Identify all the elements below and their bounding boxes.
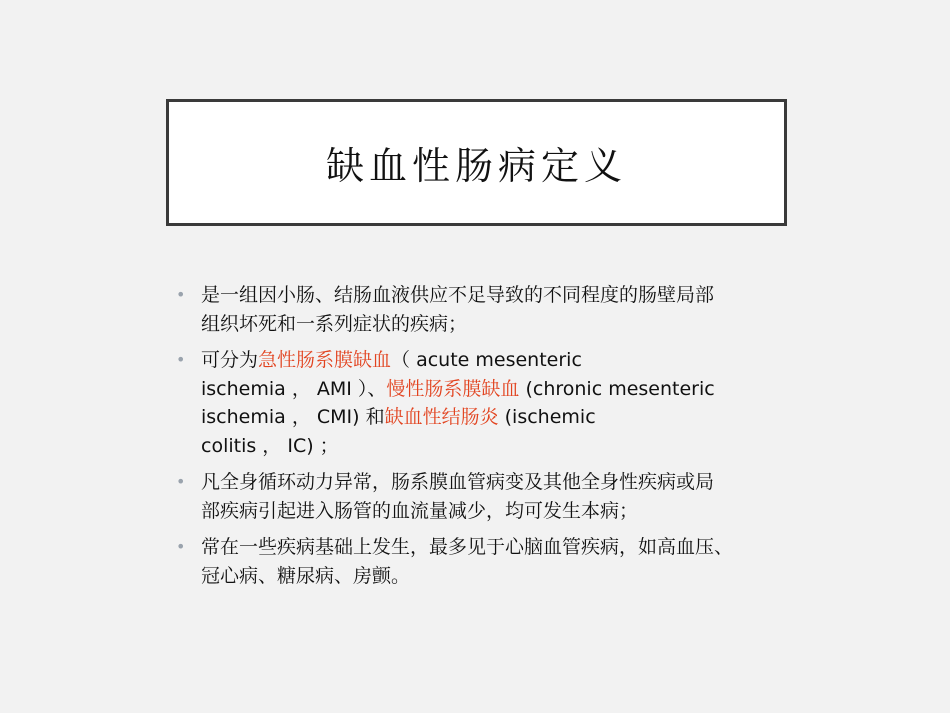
bullet-text-line xyxy=(201,346,792,375)
term-chronic-mesenteric-ischemia: 慢性肠系膜缺血 xyxy=(386,377,520,400)
classification-prefix: 可分为 xyxy=(201,349,259,371)
cmi-english-part2: ischemia ， CMI) 和 xyxy=(201,406,385,428)
bullet-associated-diseases xyxy=(172,533,792,590)
bullet-text-line xyxy=(201,403,792,432)
bullet-causes xyxy=(172,468,792,525)
slide-title: 缺血性肠病定义 xyxy=(325,144,627,188)
term-acute-mesenteric-ischemia: 急性肠系膜缺血 xyxy=(258,349,392,371)
ami-english-part2: ischemia ， AMI ）、 xyxy=(201,377,387,400)
term-ischemic-colitis: 缺血性结肠炎 xyxy=(384,406,499,428)
bullet-dot-icon: • xyxy=(176,350,186,369)
title-box xyxy=(166,99,787,226)
cmi-english-part1: (chronic mesenteric xyxy=(519,377,715,400)
bullet-dot-icon: • xyxy=(176,472,186,491)
bullet-text-line: 是一组因小肠、结肠血液供应不足导致的不同程度的肠壁局部 xyxy=(201,284,715,306)
bullet-text-line: 部疾病引起进入肠管的血流量减少，均可发生本病； xyxy=(201,499,639,522)
bullet-text-line: 冠心病、糖尿病、房颤。 xyxy=(201,564,411,587)
bullet-text-line xyxy=(201,375,792,404)
bullet-text-line: 凡全身循环动力异常，肠系膜血管病变及其他全身性疾病或局 xyxy=(201,471,715,493)
bullet-dot-icon: • xyxy=(176,537,186,556)
bullet-text-line: 常在一些疾病基础上发生，最多见于心脑血管疾病，如高血压、 xyxy=(201,536,734,558)
ami-english-part1: （ acute mesenteric xyxy=(391,349,582,371)
bullet-list xyxy=(172,281,792,598)
bullet-definition xyxy=(172,281,792,338)
ic-english-part1: (ischemic xyxy=(498,406,596,428)
ic-english-part2: colitis ， IC) ； xyxy=(201,434,339,457)
bullet-classification xyxy=(172,346,792,460)
bullet-dot-icon: • xyxy=(176,285,186,304)
bullet-text-line: 组织坏死和一系列症状的疾病； xyxy=(201,312,468,335)
bullet-text-line xyxy=(201,432,792,461)
